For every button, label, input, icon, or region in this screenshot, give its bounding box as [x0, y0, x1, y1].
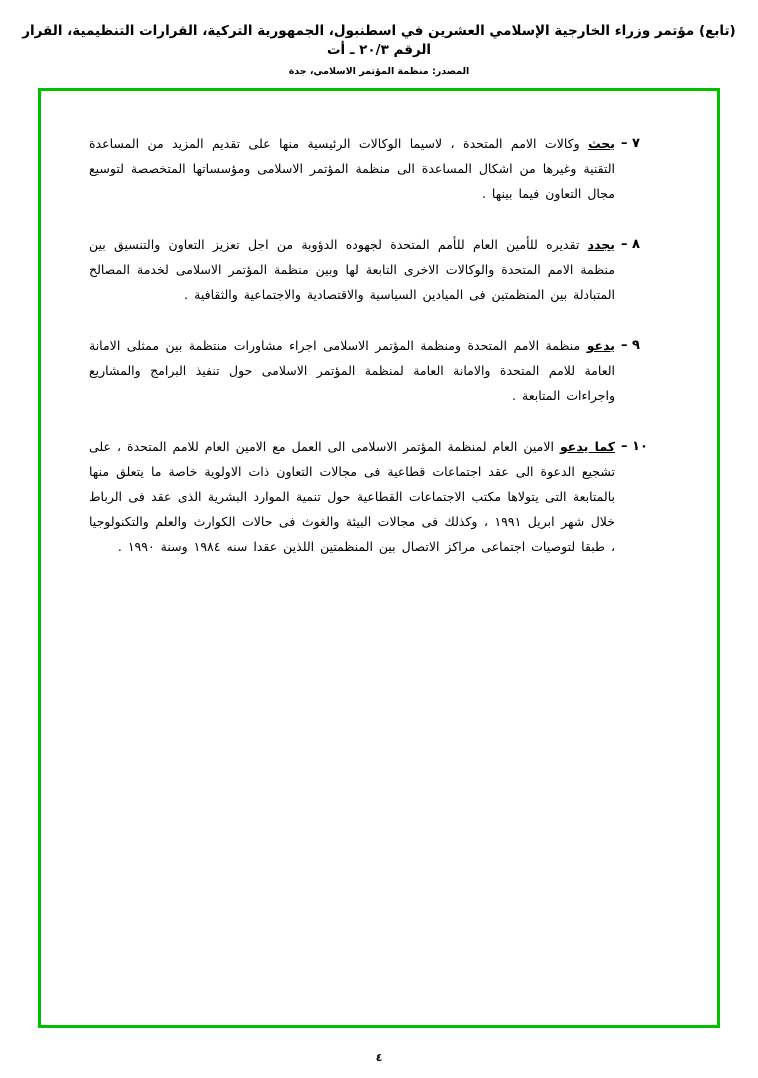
content-frame: [38, 88, 720, 1028]
clause-text: وكالات الامم المتحدة ، لاسيما الوكالات الرئيسية منها على تقديم المزيد من المساعدة التقنية وغيرها من اشكال المساعدة الى منظمة المؤتمر الاسلامى ومؤسساتها المتخصصة لتوسيع مجال التعاون فيما بينها .: [89, 136, 615, 201]
source-line: المصدر: منظمة المؤتمر الاسلامي، جدة: [288, 65, 470, 77]
clause-text: منظمة الامم المتحدة ومنظمة المؤتمر الاسلامى اجراء مشاورات منتظمة بين ممثلى الامانة العامة للامم المتحدة والامانة العامة لمنظمة المؤتمر الاسلامى حول تنفيذ البرامج والمشاريع واجراءات المتابعة .: [89, 338, 615, 403]
page-title: (تابع) مؤتمر وزراء الخارجية الإسلامي العشرين في اسطنبول، الجمهورية التركية، القرارات التنظيمية، القرار الرقم ٢٠/٣ ـ أت: [22, 23, 736, 58]
list-item: [89, 333, 669, 408]
list-item: [89, 232, 669, 307]
clause-body: [89, 131, 615, 206]
clause-number: ٧ –: [621, 136, 640, 151]
clause-number: ١٠ –: [621, 439, 648, 454]
clause-lead-word: كما يدعو: [559, 439, 615, 454]
list-item: [89, 434, 669, 559]
clause-number: ٩ –: [621, 338, 640, 353]
page-footer: [0, 1051, 758, 1064]
clause-lead-word: يجدد: [587, 237, 615, 252]
clause-text: تقديره للأمين العام للأمم المتحدة لجهوده الدؤوبة من اجل تعزيز التعاون والتنسيق بين منظمة الامم المتحدة والوكالات الاخرى التابعة لها وبين منظمة المؤتمر الاسلامى لخدمة المصالح المتبادلة بين المنظمتين فى الميادين السياسية والاقتصادية والاجتماعية والثقافية .: [89, 237, 615, 302]
clause-text: الامين العام لمنظمة المؤتمر الاسلامى الى العمل مع الامين العام للامم المتحدة ، على تشجيع الدعوة الى عقد اجتماعات قطاعية فى مجالات التعاون ذات الاولوية خاصة ما يتعلق منها بالمتابعة التى يتولاها مكتب الاجتماعات القطاعية حول تنمية الموارد البشرية الذى عقد فى الرباط خلال شهر ابريل ١٩٩١ ، وكذلك فى مجالات البيئة والغوث فى حالات الكوارث والعلم والتكنولوجيا ، طبقا لتوصيات اجتماعى مراكز الاتصال بين المنظمتين اللذين عقدا سنه ١٩٨٤ وسنة ١٩٩٠ .: [89, 439, 615, 554]
page-header: [0, 0, 758, 77]
clause-body: [89, 333, 615, 408]
clause-body: [89, 232, 615, 307]
clause-lead-word: يدعو: [586, 338, 615, 353]
clause-body: [89, 434, 615, 559]
list-item: [89, 131, 669, 206]
clause-list: [41, 91, 717, 605]
clause-lead-word: يحث: [588, 136, 615, 151]
page-number: ٤: [375, 1051, 383, 1064]
clause-number: ٨ –: [621, 237, 640, 252]
